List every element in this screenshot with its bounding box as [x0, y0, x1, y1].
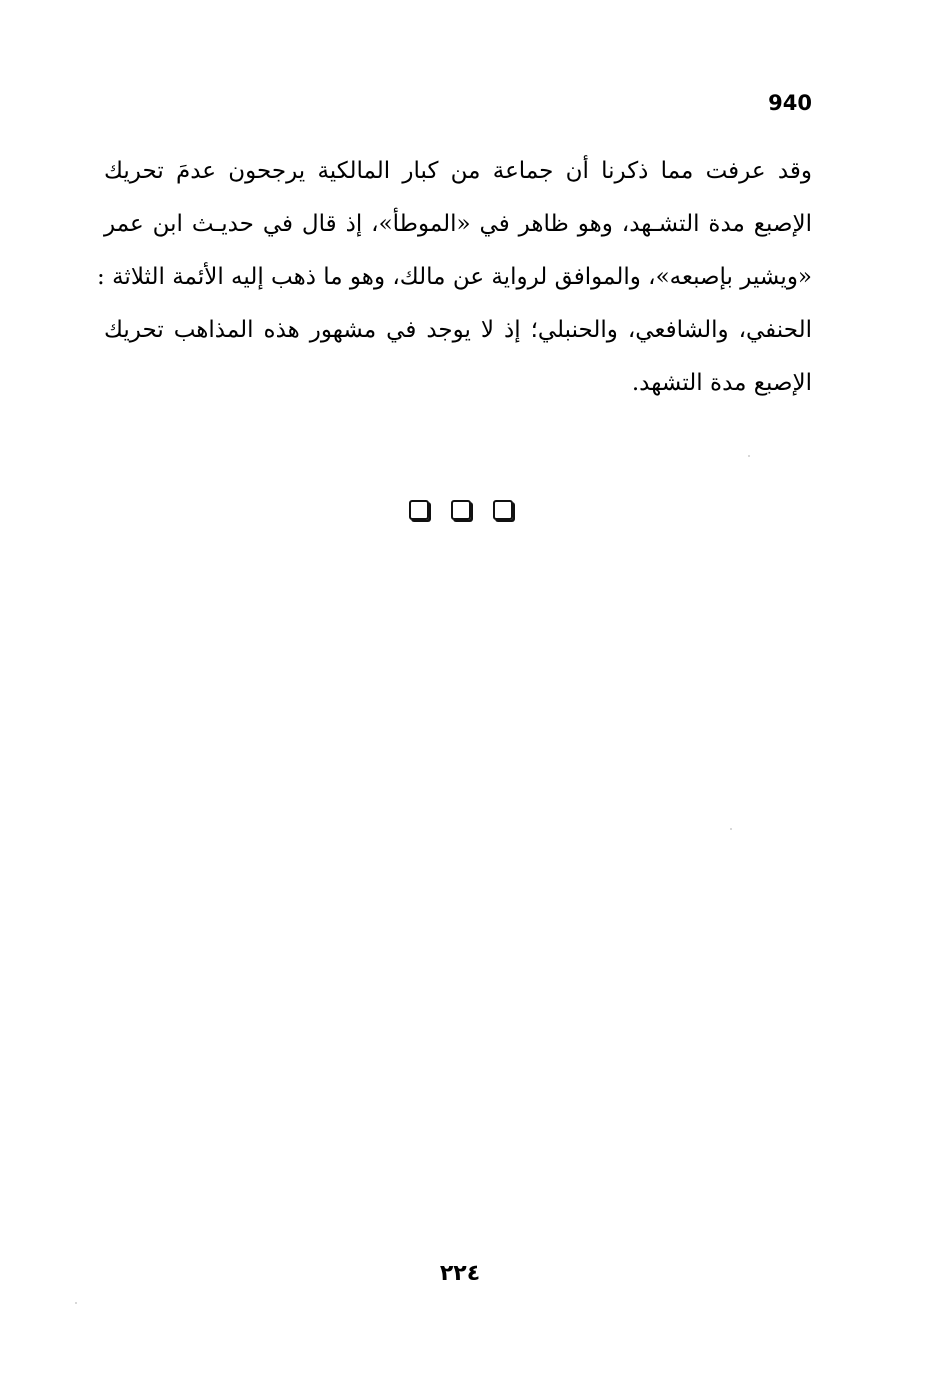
paragraph-line: الإصبع مدة التشـهد، وهو ظاهر في «الموطأ»، إذ قال في حديـث ابن عمر [104, 211, 812, 237]
paragraph-line: الحنفي، والشافعي، والحنبلي؛ إذ لا يوجد في مشهور هذه المذاهب تحريك [104, 317, 812, 343]
scan-speck [75, 1302, 77, 1304]
page-number: ٢٢٤ [439, 1261, 481, 1286]
section-separator [409, 497, 513, 523]
square-ornament-icon [409, 500, 429, 520]
square-ornament-icon [493, 500, 513, 520]
scan-speck [748, 455, 750, 457]
paragraph-line: وقد عرفت مما ذكرنا أن جماعة من كبار المالكية يرجحون عدمَ تحريك [104, 158, 812, 184]
top-page-number: 940 [768, 91, 812, 115]
paragraph-line: الإصبع مدة التشهد. [631, 370, 812, 396]
body-paragraph [97, 145, 812, 410]
paragraph-line: «ويشير بإصبعه»، والموافق لرواية عن مالك، وهو ما ذهب إليه الأئمة الثلاثة : [97, 264, 812, 290]
square-ornament-icon [451, 500, 471, 520]
scan-speck [730, 828, 732, 830]
